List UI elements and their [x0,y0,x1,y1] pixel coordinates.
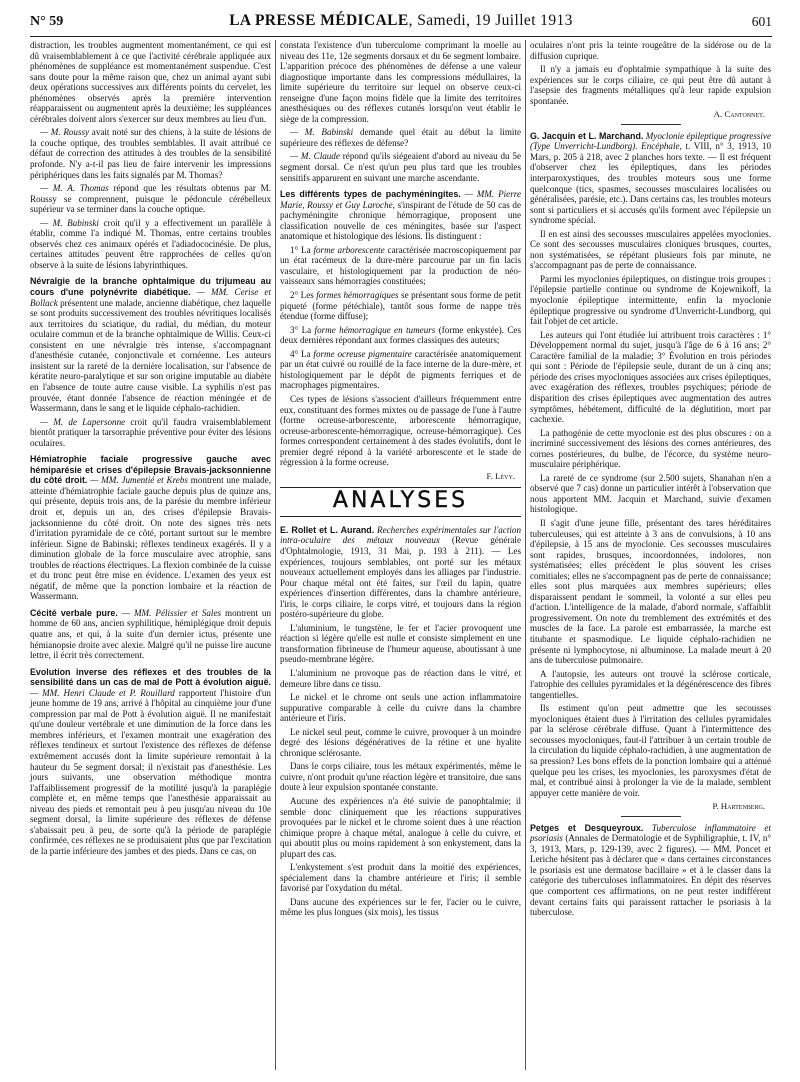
paragraph: La rareté de ce syndrome (sur 2.500 sujets, Shanahan n'en a observé que 7 cas) donne un particulier intérêt à l'observation que nous apportent MM. Jacquin et Marchand, suivie d'examen histologique. [530,472,771,515]
paragraph-text: croit qu'il faudra vraisemblablement bientôt pratiquer la tarsorraphie préventive pour éviter des lésions oculaires. [30,416,271,448]
column-rule [275,40,276,1070]
speaker: — M. Claude [290,151,340,162]
section-heading: Cécité verbale pure. [30,607,118,618]
list-text: caractérisée macroscopiquement par un état racémeux de la dure-mère parcourue par un fin lacis vasculaire, et histologiquement par la production de néo-vaisseaux sans hémorragies constituées; [280,244,521,287]
column-rule [525,40,526,1070]
authors: — MM. Pierre Marie, Roussy et Guy Laroche, [280,189,521,210]
list-term: forme hémorragique en tumeurs [314,324,436,335]
paragraph [280,127,521,148]
list-marker: 2° Les [290,290,317,301]
section [30,276,271,413]
paragraph: Il n'y a jamais eu d'ophtalmie sympathique à la suite des expériences sur le corps ciliaire, ce qui peut être dû autant à l'asepsie des fragments métalliques qu'à leur rapide expulsion spontanée. [530,64,771,106]
list-marker: 1° La [290,244,314,255]
column-1 [30,40,271,859]
paragraph-text: répond qu'ils siégeaient d'abord au niveau du 5e segment dorsal. Ce n'est qu'un peu plus tard que les troubles sensitifs apparurent en suivant une marche ascendante. [280,151,521,183]
divider [621,816,681,817]
paragraph: distraction, les troubles augmentent momentanément, ce qui est dû vraisemblablement à ce que l'activité cérébrale appliquée aux phénomènes de suppléance est momentanément suspendue. C'est sans doute pour la même raison que, chez un animal ayant subi deux opérations successives aux différents points du cervelet, les phénomènes observés après la première intervention réapparaissent ou augmentent après la deuxième; les suppléances cérébrales doivent alors s'exercer sur deux membres au lieu d'un. [30,40,271,124]
speaker: — M. Babinski [290,127,354,138]
section-heading: G. Jacquin et L. Marchand. [530,130,644,141]
authors: — MM. Jumentié et Krebs [87,475,188,486]
list-term: forme arborescente [313,244,385,255]
list-text: (forme enkystée). Ces deux dernières répondant aux formes classiques des auteurs; [280,324,521,346]
paragraph-text: demande quel était au début la limite supérieure des réflexes de défense? [280,127,521,148]
journal-title: LA PRESSE MÉDICALE [229,12,409,29]
list-text: se présentant sous forme de petit piqueté (forme pétéchiale), tantôt sous forme de nappe très étendue (forme diffuse); [280,290,521,322]
speaker: — M. de Lapersonne [40,416,126,427]
paragraph: Les auteurs qui l'ont étudiée lui attribuent trois caractères : 1° Développement normal du sujet, jusqu'à l'âge de 6 à 16 ans; 2° Caractère familial de la maladie; 3° Évolution en trois périodes qui sont : Période de l'épilepsie seule, durant de un à cinq ans; période des crises myocloniques associées aux crises épileptiques, avec exagération des réflexes, troubles psychiques; période de disparition des crises épileptiques avec augmentation des autres symptômes, hébétement, difficulté de la déglutition, mort par cachexie. [530,329,771,425]
section [30,454,271,602]
list-item [280,290,521,322]
list-term: formes hémorragiques [316,290,399,301]
paragraph: Dans le corps ciliaire, tous les métaux expérimentés, même le cuivre, n'ont produit qu'une réaction légère et transitoire, due sans doute à leur expulsion spontanée constante. [280,761,521,793]
journal-ref: Encéphale [637,141,680,152]
paragraph: A l'autopsie, les auteurs ont trouvé la sclérose corticale, l'atrophie des cellules pyramidales et la dégénérescence des fibres tangentielles. [530,668,771,700]
paragraph: Il s'agit d'une jeune fille, présentant des tares héréditaires tuberculeuses, qui est atteinte à 3 ans de convulsions, à 10 ans d'épilepsie, à 15 ans de myoclonie. Ces secousses musculaires sont rapides, brusques, incoordonnées, indolores, non systématisées; elles précèdent le plus souvent les crises comitiales; elles ne s'accompagnent pas de perte de connaissance; elles sont plus marquées aux membres supérieurs; elles disparaissent pendant le sommeil, la volonté a sur elles peu d'action. L'intelligence de la malade, d'abord normale, s'affaiblit progressivement. On note du tremblement des extrémités et des muscles de la face. La parole est embarrassée, la marche est titubante et spasmodique. Le liquide céphalo-rachidien ne présente ni lymphocytose, ni albuminose. La malade meurt à 20 ans de tuberculose pulmonaire. [530,517,771,666]
authors: — MM. Pélissier et Sales [117,607,222,618]
paragraph [30,417,271,449]
paragraph-text: répond que les résultats obtenus par M. Roussy se comprennent, puisque le pédoncule cérébelleux supérieur va se terminer dans la couche optique. [30,183,271,215]
paragraph-text: rapportent l'histoire d'un jeune homme de 19 ans, arrivé à l'hôpital au cinquième jour d'une compression par mal de Pott à évolution aiguë. Il ne manifestait qu'une douleur vertébrale et une diminution de la force dans les membres inférieurs, et l'examen montrait une exagération des réflexes tendineux et surtout l'existence des réflexes de défense extrêmement accusés dont la limite supérieure remontait à la hauteur du 5e segment dorsal; il n'existait pas d'anesthésie. Les jours suivants, une observation méthodique montra l'affaiblissement progressif de la motilité jusqu'à la paraplégie complète et, en même temps que l'anesthésie apparaissait au niveau des pieds et remontait peu à peu jusqu'au niveau du 10e segment dorsal, la limite supérieure des réflexes de défense s'abaissait peu à peu, de sorte qu'à la période de paraplégie confirmée, ces réflexes ne se produisaient plus que par l'excitation de la partie inférieure des jambes et des pieds. Dans ce cas, on [30,687,272,856]
section [530,131,771,226]
list-marker: 3° La [290,324,315,335]
paragraph: Aucune des expériences n'a été suivie de panophtalmie; il semble donc cliniquement que les réactions suppuratives provoquées par le nickel et le chrome soient dues à une réaction chimique propre à chaque métal, analogue à celle du cuivre, et qui aboutit plus ou moins rapidement à son enkystement, dans la plupart des cas. [280,796,521,859]
paragraph: L'aluminium, le tungstène, le fer et l'acier provoquent une réaction si légère qu'elle est nulle et consiste simplement en une transformation fibrineuse de l'humeur aqueuse, aboutissant à une pseudo-membrane légère. [280,622,521,665]
section-heading: Petges et Desqueyroux. [530,822,644,833]
section [30,667,271,857]
paragraph: L'aluminium ne provoque pas de réaction dans le vitré, et demeure libre dans ce tissu. [280,667,521,689]
section [280,525,521,620]
paragraph-text: s'inspirant de l'étude de 50 cas de pachyméningite chronique hémorragique, proposent une classification nouvelle de ces méningites, basée sur l'aspect anatomique et histologique des lésions. Ils distinguent : [280,199,521,242]
paragraph-text: présentent une malade, ancienne diabétique, chez laquelle se sont produits successivement des troubles névritiques localisés aux territoires du sciatique, du radial, du médian, du moteur oculaire commun et de la branche ophtalmique de Willis. Ceux-ci consistent en une névralgie très intense, s'accompagnant d'anesthésie cutanée, conjonctivale et cornéenne. Les auteurs insistent sur la rareté de la dernière localisation, sur l'absence de kératite neuro-paralytique et sur son origine imputable au diabète en l'absence de toute autre cause visible. La syphilis n'est pas prouvée, étant donnée l'absence de réaction méningée et de Wassermann, dans le sang et le liquide céphalo-rachidien. [30,297,271,414]
section-heading: Evolution inverse des réflexes et des troubles de la sensibilité dans un cas de mal de Pott à évolution aiguë. [30,666,271,688]
list-item [280,245,521,287]
authors: — MM. Cerise et Bollack [30,287,271,308]
paragraph: Le nickel seul peut, comme le cuivre, provoquer à un moindre degré des lésions dégénératives de la rétine et une hyalite chronique sclérosante. [280,726,521,758]
paragraph-text: , t. VIII, n° 3, 1913, 10 Mars, p. 205 à 218, avec 2 planches hors texte. — Il est fréquent d'observer chez les épileptiques, dans les périodes interparoxystiques, des troubles moteurs sous une forme quelconque (tics, spasmes, secousses musculaires localisées ou généralisées, parésie, etc.). Dans certains cas, les troubles moteurs sont si particuliers et si accusés qu'ils forment avec l'épilepsie un syndrome spécial. [530,141,771,226]
authors: — MM. Henri Claude et P. Rouillard [30,687,175,698]
section [280,189,521,242]
paragraph: Ces types de lésions s'associent d'ailleurs fréquemment entre eux, constituant des formes mixtes ou de passage de l'une à l'autre (forme ocreuse-arborescente, arborescente hémorragique, ocreuse-arborescente-hémorragique, ocreuse-hémorragique). Ces formes correspondent certainement à des stades évolutifs, dont le premier degré répond à la variété arborescente et le stade de régression à la forme ocreuse. [280,393,521,468]
section-heading: Les différents types de pachyméningites. [280,189,461,200]
paragraph-text: montrent un homme de 60 ans, ancien syphilitique, hémiplégique droit depuis quatre ans, et qui, à la suite d'un dernier ictus, présente une hémianopsie droite avec alexie. Malgré qu'il ne puisse lire aucune lettre, il écrit très correctement. [30,607,271,661]
paragraph: constata l'existence d'un tuberculome comprimant la moelle au niveau des 11e, 12e segments dorsaux et du 6e segment lombaire. L'apparition précoce des phénomènes de défense a une valeur diagnostique importante dans les compressions médullaires, la limite supérieure du territoire sur lequel on observe ceux-ci renseigne d'une façon moins fidèle que la limite des territoires anesthésiques ou des réflexes cutanés lorsqu'on veut établir le siège de la compression. [280,40,521,124]
paragraph [280,151,521,183]
divider [621,124,681,125]
paragraph-text: (Revue générale d'Ophtalmologie, 1913, 31 Mai, p. 193 à 211). — Les expériences, toujours semblables, ont porté sur les métaux nouveaux actuellement employés dans les alliages par l'industrie. Pour chaque métal ont été faites, sur l'œil du lapin, quatre expériences d'insertion différentes, dans la chambre antérieure, l'iris, le corps ciliaire, le corps vitré, et toujours dans la région postéro-supérieure du globe. [280,535,521,620]
article-title: Recherches expérimentales sur l'action intra-oculaire des métaux nouveaux [280,524,521,546]
paragraph-text: avait noté sur des chiens, à la suite de lésions de la couche optique, des troubles semblables. Il avait attribué ce défaut de correction des attitudes à des troubles de la sensibilité profonde. N'y a-t-il pas lieu de faire intervenir les impressions périphériques dans les faits signalés par M. Thomas? [30,127,272,180]
issue-date: , Samedi, 19 Juillet 1913 [408,12,573,29]
signature: A. Cantonnet. [713,109,765,120]
section-heading: E. Rollet et L. Aurand. [280,524,375,535]
paragraph-text: montrent une malade, atteinte d'hémiatrophie faciale gauche depuis plus de quinze ans, qui présente, depuis trois ans, de la parésie du membre inférieur droit et, depuis un an, des crises d'épilepsie Bravais-jacksonnienne du côté droit. On note des signes très nets d'irritation pyramidale de ce côté, portant surtout sur le membre inférieur. Signe de Babinski; réflexes tendineux exagérés. Il y a diminution globale de la force musculaire avec atrophie, sans troubles de réactions électriques. La flexion combinée de la cuisse et du tronc peut être mise en évidence. L'examen des yeux est négatif, de même que la ponction lombaire et la réaction de Wassermann. [30,475,271,602]
signature: F. Lévy. [486,470,515,481]
paragraph: oculaires n'ont pris la teinte rougeâtre de la sidérose ou de la diffusion cuprique. [530,40,771,61]
paragraph [30,127,271,180]
issue-number: N° 59 [30,14,64,29]
paragraph-text: (Annales de Dermatologie et de Syphiligraphie, t. IV, n° 3, 1913, Mars, p. 129-139, avec 2 figures). — MM. Poncet et Leriche hésitent pas à déclarer que « dans certaines circonstances le psoriasis est une dermatose bacillaire » et à le classer dans la catégorie des tuberculoses inflammatoires. En dépit des réserves que comportent ces affirmations, on ne peut rester indifférent devant certains faits qui paraissent rattacher le psoriasis à la tuberculose. [530,833,771,918]
page-header [30,12,772,37]
list-item [280,325,521,346]
speaker: — M. Roussy [40,127,90,138]
paragraph [30,218,271,271]
speaker: — M. Babinski [40,217,99,228]
list-term: forme ocreuse pigmentaire [313,348,412,359]
paragraph: La pathogénie de cette myoclonie est des plus obscures : on a incriminé successivement des lésions des cornes antérieures, des cornes postérieures, du bulbe, de l'écorce, du système neuro-musculaire périphérique. [530,427,771,470]
list-marker: 4° La [290,348,314,359]
signature: P. Hartenberg. [712,801,765,812]
column-3 [530,40,771,921]
journal-masthead [30,12,772,30]
analyses-title: ANALYSES [332,488,469,514]
section-heading: Hémiatrophie faciale progressive gauche avec hémiparésie et crises d'épilepsie Bravais-jacksonnienne du côté droit. [30,454,271,486]
page-number: 601 [751,14,772,29]
article-title: Tuberculose inflammatoire et psoriasis [530,822,771,844]
article-title: Myoclonie épileptique progressive (Type Unverricht-Lundborg). [530,130,772,152]
paragraph: Il en est ainsi des secousses musculaires appelées myoclonies. Ce sont des secousses musculaires cloniques brusques, courtes, non systématisées, se répétant plusieurs fois par minute, ne s'accompagnant pas de perte de connaissance. [530,228,771,271]
paragraph: Dans aucune des expériences sur le fer, l'acier ou le cuivre, même les plus longues (six mois), les tissus [280,896,521,918]
list-item [280,349,521,391]
paragraph-text: croit qu'il y a effectivement un parallèle à établir, comme l'a indiqué M. Thomas, entre certains troubles observés chez ces animaux opérés et l'adiadococinésie. De plus, certaines attitudes peuvent être rapprochées de celles qu'on observe à la suite de lésions labyrinthiques. [30,217,271,270]
paragraph: Ils estiment qu'on peut admettre que les secousses myocloniques étaient dues à l'irritation des cellules pyramidales par la sclérose cérébrale diffuse. Quant à l'intermittence des secousses myocloniques, faut-il l'attribuer à un certain trouble de la circulation du liquide céphalo-rachidien, à une augmentation de sa pression? Les bons effets de la ponction lombaire qui a atténué quelque peu les crises, les myoclonies, les paroxysmes d'état de mal, et contribué ainsi à prolonger la vie de la malade, semblent appuyer cette manière de voir. [530,703,771,798]
section [30,608,271,661]
list-text: caractérisée anatomiquement par un état cuivré ou rouillé de la face interne de la dure-mère, et histologiquement par le dépôt de pigments ferriques et de macrophages pigmentaires. [280,348,521,391]
paragraph [30,183,271,215]
section-heading: Névralgie de la branche ophtalmique du trijumeau au cours d'une polynévrite diabétique. [30,276,271,298]
section [530,823,771,918]
analyses-banner [280,487,521,517]
paragraph: L'enkystement s'est produit dans la moitié des expériences, spécialement dans la chambre antérieure et l'iris; il semble favorisé par l'oxydation du métal. [280,862,521,894]
paragraph: Le nickel et le chrome ont seuls une action inflammatoire suppurative comparable à celle du cuivre dans la chambre antérieure et l'iris. [280,692,521,724]
speaker: — M. A. Thomas [40,183,109,194]
paragraph: Parmi les myoclonies épileptiques, on distingue trois groupes : l'épilepsie partielle continue ou syndrome de Kojewnikoff, la myoclonie épileptique intermittente, enfin la myoclonie épileptique progressive ou syndrome d'Unverricht-Lundborg, qui fait l'objet de cet article. [530,273,771,327]
column-2 [280,40,521,921]
